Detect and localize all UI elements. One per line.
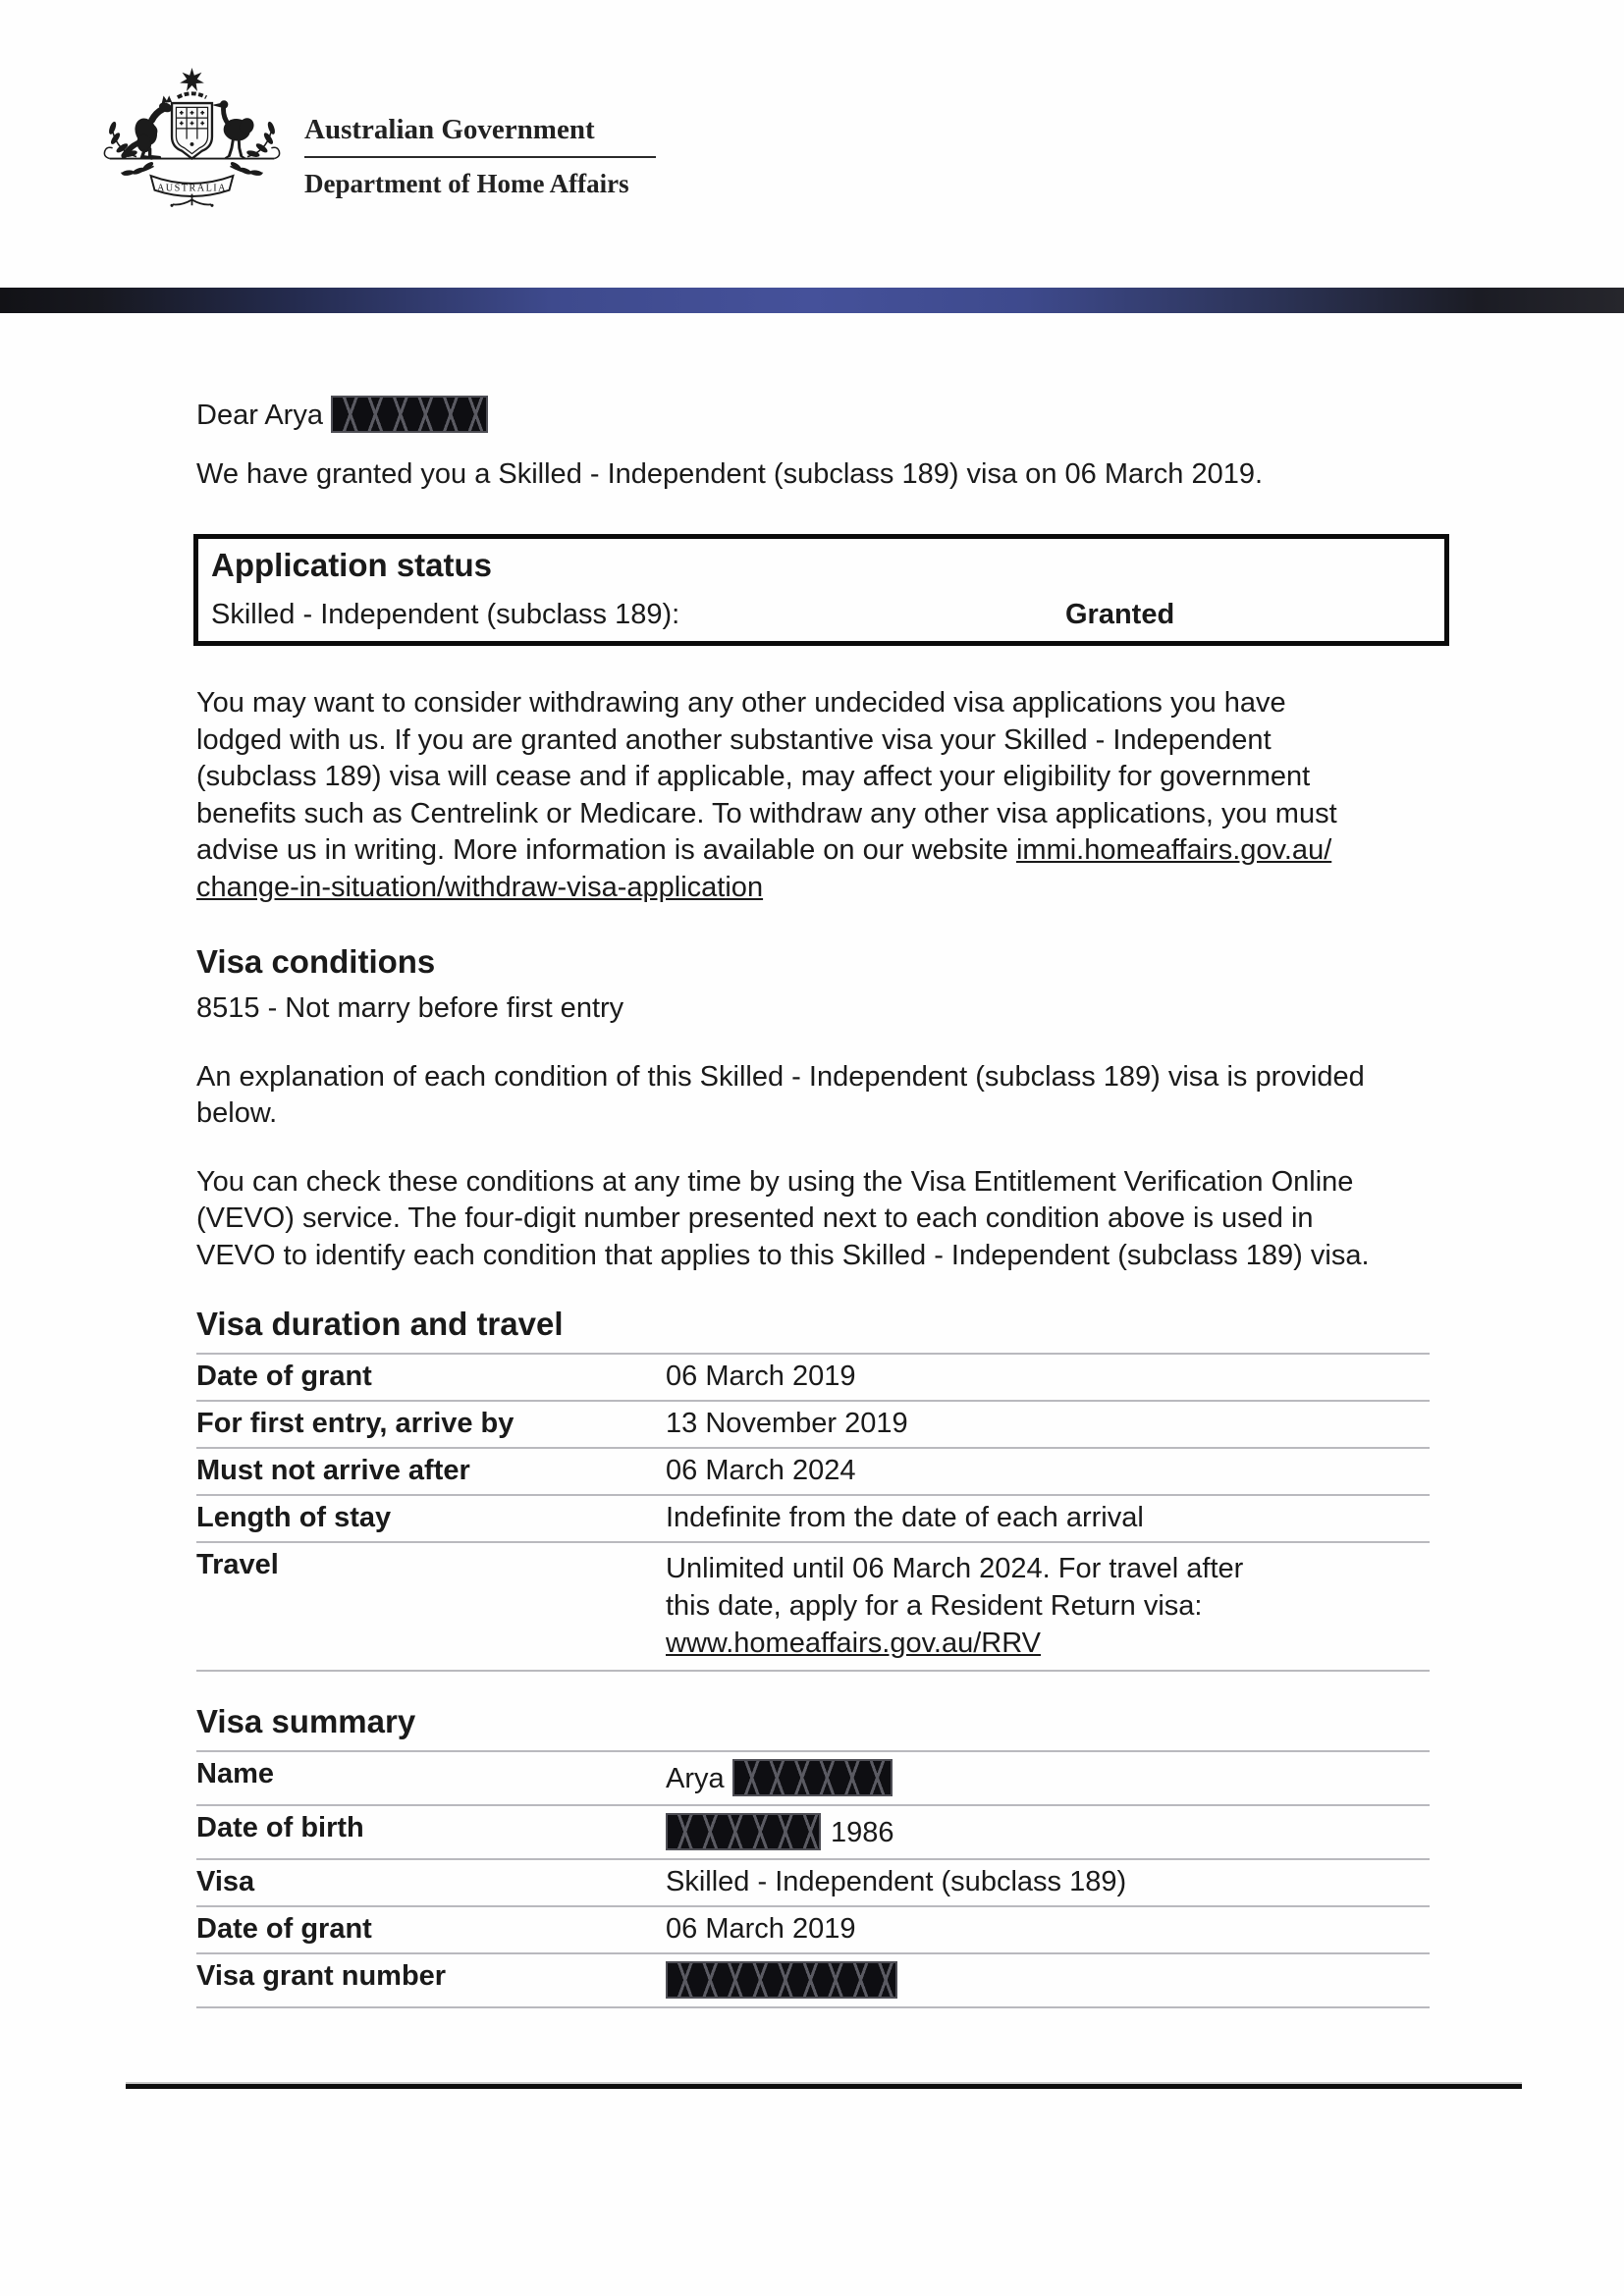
footer-divider <box>126 2084 1522 2089</box>
table-row <box>196 1804 1430 1858</box>
table-row <box>196 1952 1430 2006</box>
row-label: Must not arrive after <box>196 1455 470 1486</box>
row-value: 06 March 2024 <box>666 1455 856 1486</box>
row-label: Date of grant <box>196 1913 372 1945</box>
redaction-box-grant-number <box>666 1961 897 1999</box>
table-row-travel <box>196 1541 1430 1670</box>
table-row <box>196 1400 1430 1447</box>
visa-duration-table <box>196 1353 1430 1672</box>
government-title: Australian Government <box>304 114 656 158</box>
withdraw-paragraph <box>196 685 1430 906</box>
travel-value-lines: Unlimited until 06 March 2024. For travel after this date, apply for a Resident Return visa: <box>666 1553 1244 1622</box>
status-visa-label: Skilled - Independent (subclass 189): <box>211 599 680 630</box>
row-value <box>666 1961 1353 1999</box>
department-title: Department of Home Affairs <box>304 169 629 198</box>
row-value: 06 March 2019 <box>666 1361 856 1392</box>
redaction-box-name <box>331 396 488 433</box>
row-value: Indefinite from the date of each arrival <box>666 1502 1144 1533</box>
table-row <box>196 1905 1430 1952</box>
letter-body <box>196 313 1430 2008</box>
visa-conditions-heading: Visa conditions <box>196 943 436 980</box>
visa-summary-heading: Visa summary <box>196 1703 416 1739</box>
status-value: Granted <box>1065 599 1175 630</box>
row-label: Visa <box>196 1866 255 1897</box>
withdraw-paragraph-last-line <box>196 832 1430 870</box>
row-label: Travel <box>196 1549 279 1580</box>
row-value: 13 November 2019 <box>666 1408 908 1439</box>
salutation-text: Dear Arya <box>196 400 323 431</box>
header-accent-bar <box>0 288 1624 313</box>
row-value <box>666 1550 1353 1662</box>
grant-statement: We have granted you a Skilled - Independent (subclass 189) visa on 06 March 2019. <box>196 458 1264 490</box>
row-label: Date of grant <box>196 1361 372 1392</box>
withdraw-visa-link-part2[interactable]: change-in-situation/withdraw-visa-application <box>196 871 764 903</box>
birth-year: 1986 <box>831 1817 894 1848</box>
table-row <box>196 1494 1430 1541</box>
row-label: Visa grant number <box>196 1960 447 1992</box>
vevo-note: You can check these conditions at any time by using the Visa Entitlement Verification Online (VEVO) service. The four-digit number presented next to each condition above is used in VEVO to identify each condition that applies to this Skilled - Independent (subclass 189) visa. <box>196 1165 1370 1271</box>
withdraw-link-line <box>196 870 1430 907</box>
australian-coat-of-arms-icon <box>96 67 288 221</box>
row-label: Date of birth <box>196 1812 364 1843</box>
table-row <box>196 1858 1430 1905</box>
row-value: 06 March 2019 <box>666 1913 856 1945</box>
visa-condition-8515: 8515 - Not marry before first entry <box>196 992 624 1024</box>
name-prefix: Arya <box>666 1763 725 1794</box>
redaction-box-name <box>732 1759 893 1796</box>
row-label: For first entry, arrive by <box>196 1408 514 1439</box>
table-row <box>196 1353 1430 1400</box>
status-box-title: Application status <box>211 547 493 583</box>
travel-link-line <box>666 1625 1353 1662</box>
row-value <box>666 1813 1353 1850</box>
coat-of-arms-banner-text: AUSTRALIA <box>156 183 228 194</box>
header-text-block <box>304 114 656 199</box>
row-value: Skilled - Independent (subclass 189) <box>666 1866 1127 1897</box>
visa-duration-heading: Visa duration and travel <box>196 1306 564 1342</box>
salutation <box>196 396 1430 435</box>
rrv-link[interactable]: www.homeaffairs.gov.au/RRV <box>666 1628 1042 1659</box>
conditions-explanation: An explanation of each condition of this Skilled - Independent (subclass 189) visa is provided below. <box>196 1060 1365 1129</box>
redaction-box-birthdate <box>666 1813 821 1850</box>
withdraw-last-line-text: advise us in writing. More information is available on our website <box>196 834 1016 866</box>
withdraw-paragraph-lines: You may want to consider withdrawing any other undecided visa applications you have lodged with us. If you are granted another substantive visa your Skilled - Independent (subclass 189) visa will cease and if applicable, may affect your eligibility for government benefits such as Centrelink or Medicare. To withdraw any other visa applications, you must <box>196 687 1337 829</box>
table-row <box>196 1447 1430 1494</box>
table-row <box>196 1750 1430 1804</box>
application-status-box <box>193 534 1449 646</box>
row-value <box>666 1759 1353 1796</box>
row-label: Name <box>196 1758 274 1789</box>
status-row <box>211 598 1431 631</box>
withdraw-visa-link-part1[interactable]: immi.homeaffairs.gov.au/ <box>1015 834 1332 866</box>
row-label: Length of stay <box>196 1502 392 1533</box>
visa-summary-table <box>196 1750 1430 2008</box>
